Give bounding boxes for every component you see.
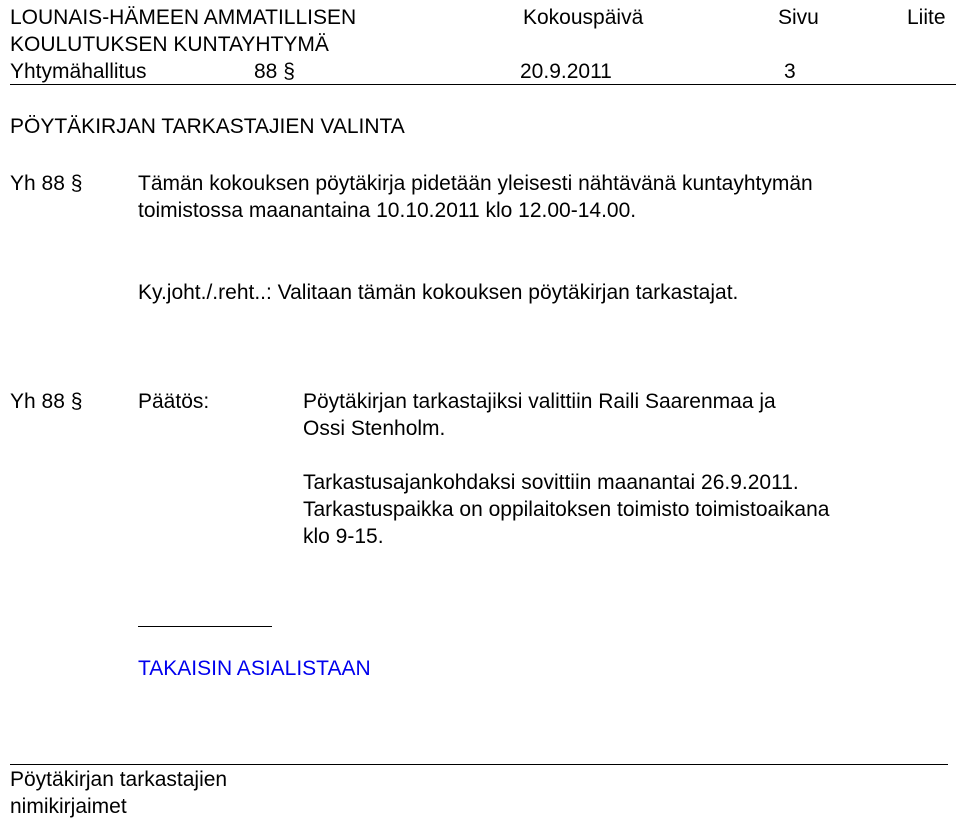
body-name: Yhtymähallitus xyxy=(10,60,147,83)
proposal-text: Ky.joht./.reht..: Valitaan tämän kokouksen pöytäkirjan tarkastajat. xyxy=(138,281,739,304)
section-title: PÖYTÄKIRJAN TARKASTAJIEN VALINTA xyxy=(10,115,405,138)
organization-name-line2: KOULUTUKSEN KUNTAYHTYMÄ xyxy=(10,33,329,56)
item-text-line2: toimistossa maanantaina 10.10.2011 klo 12.00-14.00. xyxy=(138,199,637,222)
decision-text-line2: Ossi Stenholm. xyxy=(303,417,446,440)
item-text-line1: Tämän kokouksen pöytäkirja pidetään yleisesti nähtävänä kuntayhtymän xyxy=(138,172,813,195)
decision-text-line1: Pöytäkirjan tarkastajiksi valittiin Raili Saarenmaa ja xyxy=(303,390,776,413)
meeting-date: 20.9.2011 xyxy=(520,60,612,83)
decision-reference: Yh 88 § xyxy=(10,390,83,413)
item-reference: Yh 88 § xyxy=(10,172,83,195)
organization-name-line1: LOUNAIS-HÄMEEN AMMATILLISEN xyxy=(10,6,357,29)
page-label: Sivu xyxy=(778,6,819,29)
footer-initials-label-line1: Pöytäkirjan tarkastajien xyxy=(10,768,228,791)
footer-initials-label-line2: nimikirjaimet xyxy=(10,795,127,818)
header-divider xyxy=(10,84,956,85)
decision-label: Päätös: xyxy=(138,390,210,413)
decision-text-line3: Tarkastusajankohdaksi sovittiin maanantai 26.9.2011. xyxy=(303,471,799,494)
section-number: 88 § xyxy=(254,60,295,83)
back-to-agenda-link[interactable]: TAKAISIN ASIALISTAAN xyxy=(138,657,371,680)
page-number: 3 xyxy=(784,60,796,83)
decision-text-line5: klo 9-15. xyxy=(303,525,384,548)
meeting-date-label: Kokouspäivä xyxy=(523,6,644,29)
signature-rule xyxy=(138,626,272,627)
decision-text-line4: Tarkastuspaikka on oppilaitoksen toimisto toimistoaikana xyxy=(303,498,830,521)
attachment-label: Liite xyxy=(907,6,946,29)
footer-divider xyxy=(10,764,948,765)
